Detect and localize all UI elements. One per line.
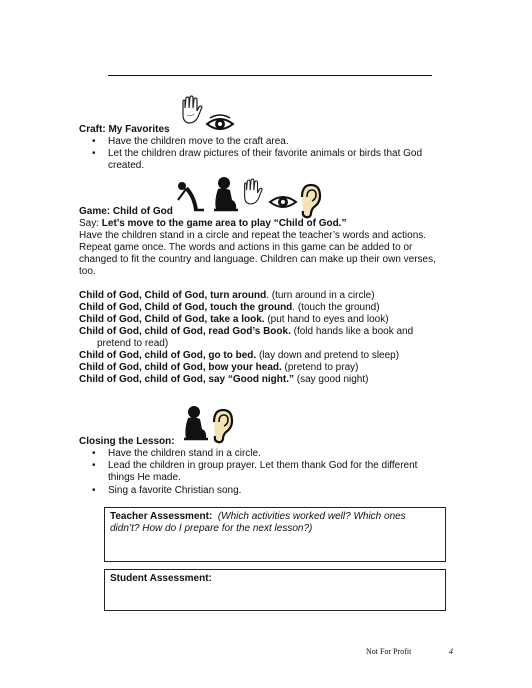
- craft-heading: Craft: My Favorites: [79, 124, 170, 135]
- teacher-assessment-box: [104, 507, 446, 562]
- say-line: Say: Let’s move to the game area to play “Child of God.”: [79, 218, 347, 229]
- page-number: 4: [449, 647, 453, 656]
- hand-icon: [240, 176, 264, 213]
- list-item: • Have the children move to the craft area.: [92, 136, 289, 147]
- kneeling-child-icon: [180, 404, 210, 449]
- teacher-assessment-text: Teacher Assessment: (Which activities worked well? Which ones: [110, 511, 406, 522]
- list-item: • Let the children draw pictures of their favorite animals or birds that God: [92, 148, 423, 159]
- instruction-line: Have the children stand in a circle and repeat the teacher’s words and actions.: [79, 230, 427, 241]
- list-item: • Have the children stand in a circle.: [92, 448, 261, 459]
- instruction-line: Repeat game once. The words and actions in this game can be added to or: [79, 242, 413, 253]
- verse-line: Child of God, Child of God, take a look. (put hand to eyes and look): [79, 314, 389, 325]
- instruction-line: changed to fit the country and language. Children can make up their own verses,: [79, 254, 436, 265]
- list-item: • Sing a favorite Christian song.: [92, 485, 242, 496]
- game-heading: Game: Child of God: [79, 206, 173, 217]
- hand-icon: [178, 95, 204, 130]
- verse-line: Child of God, child of God, say “Good night.” (say good night): [79, 374, 369, 385]
- verse-line: Child of God, Child of God, touch the ground. (touch the ground): [79, 302, 380, 313]
- student-assessment-label: Student Assessment:: [110, 573, 212, 584]
- verse-line: Child of God, Child of God, turn around. (turn around in a circle): [79, 290, 375, 301]
- top-rule: [108, 75, 432, 76]
- closing-heading: Closing the Lesson:: [79, 436, 175, 447]
- footer-note: Not For Profit: [366, 647, 412, 656]
- list-item: • Lead the children in group prayer. Let them thank God for the different: [92, 460, 418, 471]
- ear-icon: [210, 408, 234, 449]
- list-item-continuation: created.: [108, 160, 145, 171]
- teacher-assessment-prompt: didn’t? How do I prepare for the next lesson?): [110, 523, 313, 534]
- verse-line: Child of God, child of God, bow your head. (pretend to pray): [79, 362, 359, 373]
- eye-icon: [268, 192, 298, 217]
- verse-line: Child of God, child of God, go to bed. (lay down and pretend to sleep): [79, 350, 400, 361]
- verse-line: Child of God, child of God, read God’s Book. (fold hands like a book and: [79, 326, 414, 337]
- student-assessment-box: [104, 569, 446, 611]
- kneeling-child-icon: [210, 176, 240, 219]
- instruction-line: too.: [79, 266, 96, 277]
- verse-continuation: pretend to read): [97, 338, 169, 349]
- stretching-figure-icon: [176, 180, 208, 219]
- list-item-continuation: things He made.: [108, 472, 181, 483]
